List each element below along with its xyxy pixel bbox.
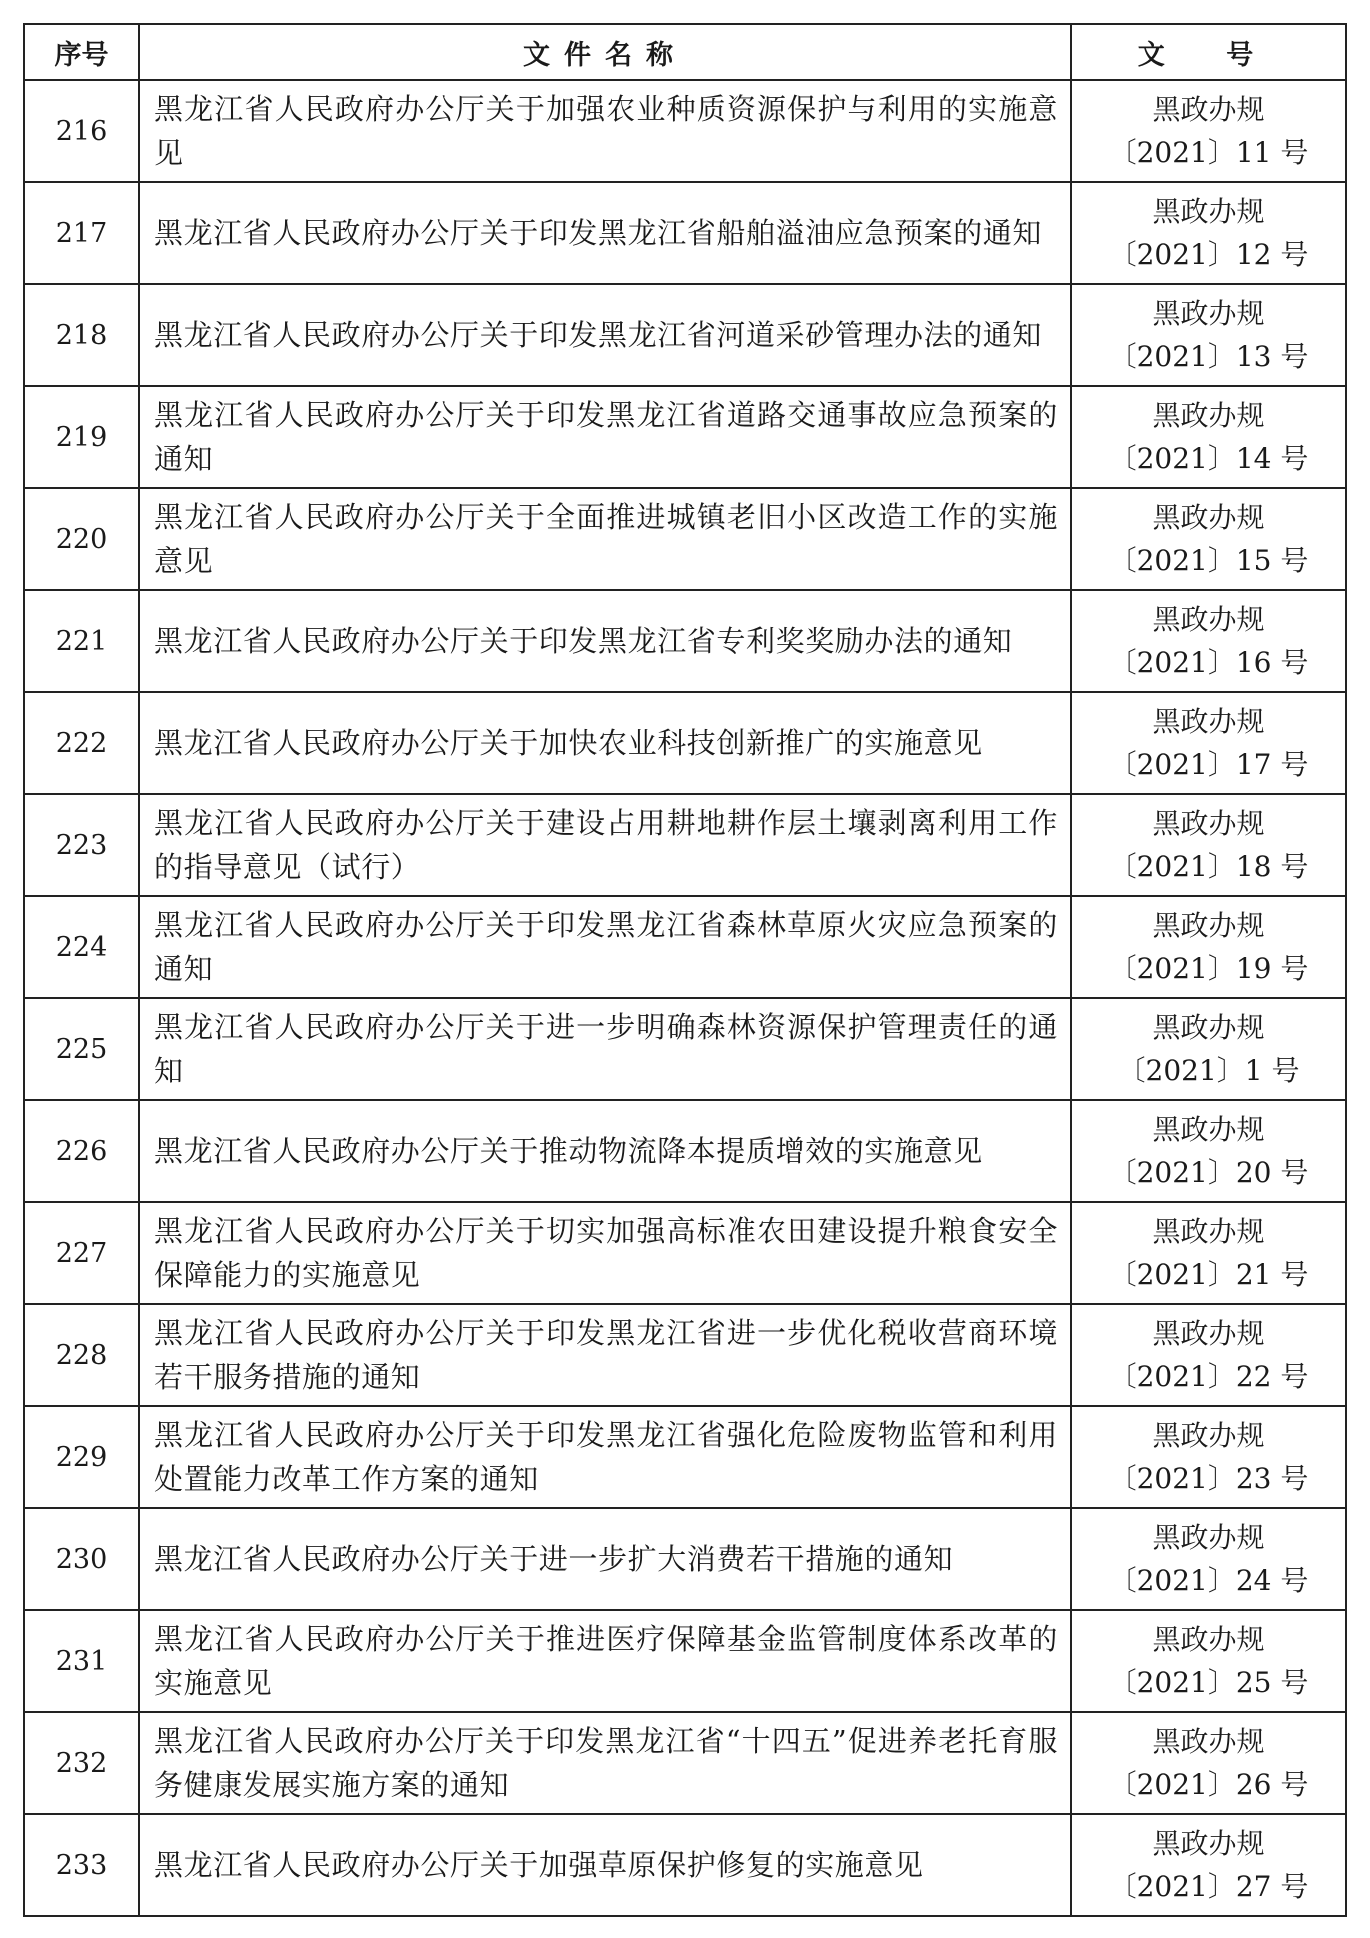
table-body: [24, 80, 1346, 1916]
header-seq: 序号: [24, 24, 139, 80]
row-seq: 233: [24, 1814, 139, 1916]
header-doc-number: 文 号: [1071, 24, 1346, 80]
row-doc-number: [1071, 1814, 1346, 1916]
table-row: [24, 284, 1346, 386]
table-row: [24, 1712, 1346, 1814]
doc-number-value: 〔2021〕14 号: [1108, 442, 1309, 475]
row-title: 黑龙江省人民政府办公厅关于建设占用耕地耕作层土壤剥离利用工作的指导意见（试行）: [139, 794, 1071, 896]
doc-number-value: 〔2021〕25 号: [1108, 1666, 1309, 1699]
row-seq: 221: [24, 590, 139, 692]
row-doc-number: [1071, 1508, 1346, 1610]
table-row: [24, 590, 1346, 692]
doc-number-org: 黑政办规: [1152, 603, 1265, 636]
row-doc-number: [1071, 1406, 1346, 1508]
row-seq: 226: [24, 1100, 139, 1202]
row-doc-number: [1071, 1202, 1346, 1304]
row-doc-number: [1071, 692, 1346, 794]
row-title: 黑龙江省人民政府办公厅关于印发黑龙江省森林草原火灾应急预案的通知: [139, 896, 1071, 998]
table-row: [24, 794, 1346, 896]
row-title: 黑龙江省人民政府办公厅关于加强农业种质资源保护与利用的实施意见: [139, 80, 1071, 182]
doc-number-org: 黑政办规: [1152, 1215, 1265, 1248]
table-row: [24, 692, 1346, 794]
row-doc-number: [1071, 1100, 1346, 1202]
row-doc-number: [1071, 80, 1346, 182]
doc-number-value: 〔2021〕17 号: [1108, 748, 1309, 781]
row-seq: 219: [24, 386, 139, 488]
table-row: [24, 1202, 1346, 1304]
document-table: [23, 23, 1347, 1917]
table-row: [24, 1610, 1346, 1712]
row-doc-number: [1071, 182, 1346, 284]
doc-number-value: 〔2021〕1 号: [1117, 1054, 1300, 1087]
table-row: [24, 1406, 1346, 1508]
row-doc-number: [1071, 998, 1346, 1100]
row-title: 黑龙江省人民政府办公厅关于印发黑龙江省船舶溢油应急预案的通知: [139, 182, 1071, 284]
doc-number-value: 〔2021〕22 号: [1108, 1360, 1309, 1393]
doc-number-value: 〔2021〕20 号: [1108, 1156, 1309, 1189]
row-title: 黑龙江省人民政府办公厅关于推进医疗保障基金监管制度体系改革的实施意见: [139, 1610, 1071, 1712]
row-seq: 225: [24, 998, 139, 1100]
table-row: [24, 1508, 1346, 1610]
row-title: 黑龙江省人民政府办公厅关于印发黑龙江省专利奖奖励办法的通知: [139, 590, 1071, 692]
doc-number-value: 〔2021〕26 号: [1108, 1768, 1309, 1801]
row-title: 黑龙江省人民政府办公厅关于印发黑龙江省河道采砂管理办法的通知: [139, 284, 1071, 386]
doc-number-value: 〔2021〕18 号: [1108, 850, 1309, 883]
row-doc-number: [1071, 386, 1346, 488]
doc-number-value: 〔2021〕27 号: [1108, 1870, 1309, 1903]
row-seq: 231: [24, 1610, 139, 1712]
row-title: 黑龙江省人民政府办公厅关于全面推进城镇老旧小区改造工作的实施意见: [139, 488, 1071, 590]
row-doc-number: [1071, 1610, 1346, 1712]
row-title: 黑龙江省人民政府办公厅关于进一步明确森林资源保护管理责任的通知: [139, 998, 1071, 1100]
doc-number-org: 黑政办规: [1152, 1521, 1265, 1554]
doc-number-org: 黑政办规: [1152, 93, 1265, 126]
header-row: [24, 24, 1346, 80]
row-seq: 224: [24, 896, 139, 998]
doc-number-value: 〔2021〕11 号: [1108, 136, 1309, 169]
doc-number-org: 黑政办规: [1152, 1113, 1265, 1146]
row-seq: 227: [24, 1202, 139, 1304]
row-title: 黑龙江省人民政府办公厅关于印发黑龙江省进一步优化税收营商环境若干服务措施的通知: [139, 1304, 1071, 1406]
row-doc-number: [1071, 590, 1346, 692]
row-doc-number: [1071, 794, 1346, 896]
doc-number-org: 黑政办规: [1152, 1011, 1265, 1044]
row-title: 黑龙江省人民政府办公厅关于印发黑龙江省强化危险废物监管和利用处置能力改革工作方案的通知: [139, 1406, 1071, 1508]
row-title: 黑龙江省人民政府办公厅关于推动物流降本提质增效的实施意见: [139, 1100, 1071, 1202]
row-seq: 218: [24, 284, 139, 386]
row-doc-number: [1071, 488, 1346, 590]
row-seq: 222: [24, 692, 139, 794]
doc-number-org: 黑政办规: [1152, 399, 1265, 432]
table-row: [24, 1304, 1346, 1406]
row-seq: 228: [24, 1304, 139, 1406]
table-row: [24, 80, 1346, 182]
row-seq: 216: [24, 80, 139, 182]
row-seq: 230: [24, 1508, 139, 1610]
row-title: 黑龙江省人民政府办公厅关于印发黑龙江省道路交通事故应急预案的通知: [139, 386, 1071, 488]
header-file-name: 文件名称: [139, 24, 1071, 80]
doc-number-value: 〔2021〕16 号: [1108, 646, 1309, 679]
doc-number-value: 〔2021〕23 号: [1108, 1462, 1309, 1495]
doc-number-value: 〔2021〕13 号: [1108, 340, 1309, 373]
row-title: 黑龙江省人民政府办公厅关于切实加强高标准农田建设提升粮食安全保障能力的实施意见: [139, 1202, 1071, 1304]
row-doc-number: [1071, 284, 1346, 386]
row-doc-number: [1071, 1304, 1346, 1406]
row-seq: 220: [24, 488, 139, 590]
table-row: [24, 998, 1346, 1100]
table-row: [24, 896, 1346, 998]
doc-number-org: 黑政办规: [1152, 1623, 1265, 1656]
row-seq: 232: [24, 1712, 139, 1814]
table-row: [24, 488, 1346, 590]
row-doc-number: [1071, 896, 1346, 998]
row-seq: 223: [24, 794, 139, 896]
row-title: 黑龙江省人民政府办公厅关于进一步扩大消费若干措施的通知: [139, 1508, 1071, 1610]
doc-number-org: 黑政办规: [1152, 909, 1265, 942]
doc-number-org: 黑政办规: [1152, 1827, 1265, 1860]
doc-number-value: 〔2021〕24 号: [1108, 1564, 1309, 1597]
table-row: [24, 182, 1346, 284]
table-row: [24, 386, 1346, 488]
doc-number-org: 黑政办规: [1152, 501, 1265, 534]
row-title: 黑龙江省人民政府办公厅关于印发黑龙江省“十四五”促进养老托育服务健康发展实施方案的通知: [139, 1712, 1071, 1814]
row-seq: 217: [24, 182, 139, 284]
doc-number-org: 黑政办规: [1152, 297, 1265, 330]
doc-number-value: 〔2021〕15 号: [1108, 544, 1309, 577]
doc-number-value: 〔2021〕19 号: [1108, 952, 1309, 985]
doc-number-org: 黑政办规: [1152, 1725, 1265, 1758]
doc-number-org: 黑政办规: [1152, 705, 1265, 738]
table-row: [24, 1814, 1346, 1916]
row-doc-number: [1071, 1712, 1346, 1814]
row-title: 黑龙江省人民政府办公厅关于加快农业科技创新推广的实施意见: [139, 692, 1071, 794]
doc-number-org: 黑政办规: [1152, 1419, 1265, 1452]
doc-number-org: 黑政办规: [1152, 807, 1265, 840]
doc-number-value: 〔2021〕12 号: [1108, 238, 1309, 271]
doc-number-org: 黑政办规: [1152, 1317, 1265, 1350]
table-row: [24, 1100, 1346, 1202]
row-seq: 229: [24, 1406, 139, 1508]
doc-number-org: 黑政办规: [1152, 195, 1265, 228]
row-title: 黑龙江省人民政府办公厅关于加强草原保护修复的实施意见: [139, 1814, 1071, 1916]
table-header: [24, 24, 1346, 80]
doc-number-value: 〔2021〕21 号: [1108, 1258, 1309, 1291]
